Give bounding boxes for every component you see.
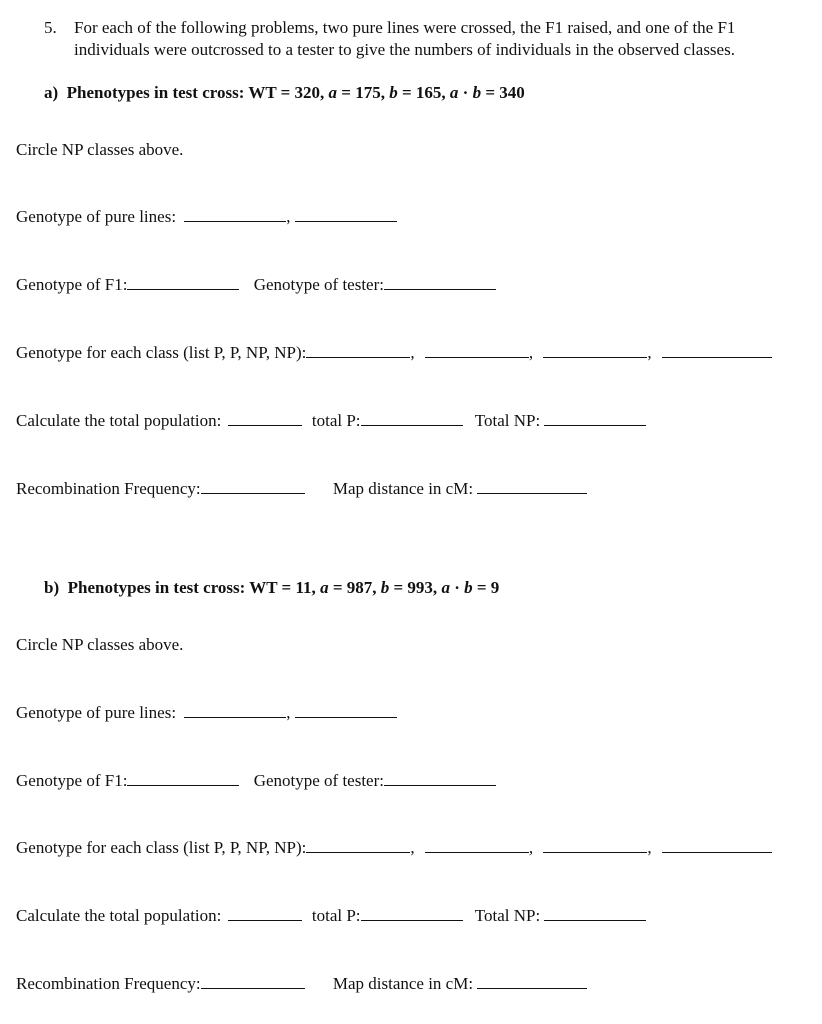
comma: ,: [528, 838, 534, 857]
total-population-label: Calculate the total population:: [16, 411, 222, 430]
part-a-a-value: = 175,: [341, 83, 385, 102]
pure-line-1-blank[interactable]: [184, 703, 286, 718]
problem-text-line1: For each of the following problems, two pure lines were crossed, the F1 raised, and one of the F1: [74, 18, 736, 37]
part-a-f1-row: [16, 275, 496, 295]
part-a-b-value: = 165,: [401, 83, 446, 102]
part-b-label: b): [44, 578, 60, 597]
total-p-blank[interactable]: [361, 411, 463, 426]
part-a-ab-dot: ·: [462, 83, 469, 102]
tester-blank[interactable]: [384, 275, 496, 290]
part-a-label: a): [44, 83, 59, 102]
part-a-phenotype-prefix: Phenotypes in test cross: WT = 320,: [66, 83, 325, 102]
class-2-blank[interactable]: [425, 343, 529, 358]
map-distance-label: Map distance in cM:: [332, 974, 474, 993]
class-1-blank[interactable]: [306, 838, 410, 853]
class-1-blank[interactable]: [306, 343, 410, 358]
part-a-recomb-row: [16, 479, 587, 499]
class-3-blank[interactable]: [543, 343, 647, 358]
part-b-ab-b: b: [464, 578, 473, 597]
f1-blank[interactable]: [127, 275, 239, 290]
class-4-blank[interactable]: [662, 838, 772, 853]
part-b-phenotype-prefix: Phenotypes in test cross: WT = 11,: [67, 578, 316, 597]
part-a-ab-b: b: [472, 83, 482, 102]
class-3-blank[interactable]: [543, 838, 647, 853]
part-b-ab-value: = 9: [476, 578, 500, 597]
pure-line-2-blank[interactable]: [295, 207, 397, 222]
comma: ,: [410, 838, 415, 857]
pure-line-2-blank[interactable]: [295, 703, 397, 718]
part-b-b-value: = 993,: [393, 578, 438, 597]
part-b-heading: [44, 578, 499, 598]
part-b-b-label: b: [380, 578, 390, 597]
pure-line-1-blank[interactable]: [184, 207, 286, 222]
recomb-freq-label: Recombination Frequency:: [16, 479, 201, 498]
map-distance-blank[interactable]: [477, 479, 587, 494]
pure-lines-label: Genotype of pure lines:: [16, 703, 177, 722]
each-class-label: Genotype for each class (list P, P, NP, NP):: [16, 838, 307, 857]
part-b-a-label: a: [320, 578, 329, 597]
part-b-recomb-row: [16, 974, 587, 994]
each-class-label: Genotype for each class (list P, P, NP, NP):: [16, 343, 307, 362]
total-p-label: total P:: [311, 906, 361, 925]
tester-blank[interactable]: [384, 771, 496, 786]
problem-number: 5.: [44, 18, 57, 37]
part-a-ab-value: = 340: [485, 83, 525, 102]
total-population-blank[interactable]: [228, 906, 302, 921]
recomb-freq-blank[interactable]: [201, 479, 305, 494]
comma: ,: [647, 343, 652, 362]
part-a-pure-lines-row: [16, 207, 397, 227]
part-b-f1-row: [16, 771, 496, 791]
comma: ,: [286, 207, 291, 226]
f1-label: Genotype of F1:: [16, 275, 128, 294]
part-a-ab-a: a: [449, 83, 459, 102]
pure-lines-label: Genotype of pure lines:: [16, 207, 177, 226]
total-p-label: total P:: [311, 411, 361, 430]
total-np-label: Total NP:: [474, 906, 541, 925]
map-distance-blank[interactable]: [477, 974, 587, 989]
total-np-blank[interactable]: [544, 906, 646, 921]
part-a-heading: [44, 83, 525, 103]
part-a-each-class-row: [16, 343, 772, 363]
part-a-b-label: b: [389, 83, 398, 102]
problem-text-line2: individuals were outcrossed to a tester to give the numbers of individuals in the observed classes.: [74, 40, 735, 59]
comma: ,: [647, 838, 652, 857]
comma: ,: [528, 343, 534, 362]
class-2-blank[interactable]: [425, 838, 529, 853]
part-b-ab-a: a: [441, 578, 450, 597]
part-b-totals-row: [16, 906, 646, 926]
total-p-blank[interactable]: [361, 906, 463, 921]
tester-label: Genotype of tester:: [253, 771, 384, 790]
part-b-a-value: = 987,: [332, 578, 377, 597]
comma: ,: [286, 703, 291, 722]
recomb-freq-blank[interactable]: [201, 974, 305, 989]
comma: ,: [410, 343, 415, 362]
part-a-a-label: a: [328, 83, 338, 102]
recomb-freq-label: Recombination Frequency:: [16, 974, 201, 993]
f1-label: Genotype of F1:: [16, 771, 128, 790]
part-b-circle-np: Circle NP classes above.: [16, 635, 184, 654]
part-a-totals-row: [16, 411, 646, 431]
map-distance-label: Map distance in cM:: [332, 479, 474, 498]
part-a-circle-np: Circle NP classes above.: [16, 140, 184, 159]
f1-blank[interactable]: [127, 771, 239, 786]
total-population-label: Calculate the total population:: [16, 906, 222, 925]
part-b-pure-lines-row: [16, 703, 397, 723]
part-b-ab-dot: ·: [454, 578, 460, 597]
total-np-label: Total NP:: [474, 411, 541, 430]
part-b-each-class-row: [16, 838, 772, 858]
class-4-blank[interactable]: [662, 343, 772, 358]
total-population-blank[interactable]: [228, 411, 302, 426]
tester-label: Genotype of tester:: [253, 275, 384, 294]
total-np-blank[interactable]: [544, 411, 646, 426]
